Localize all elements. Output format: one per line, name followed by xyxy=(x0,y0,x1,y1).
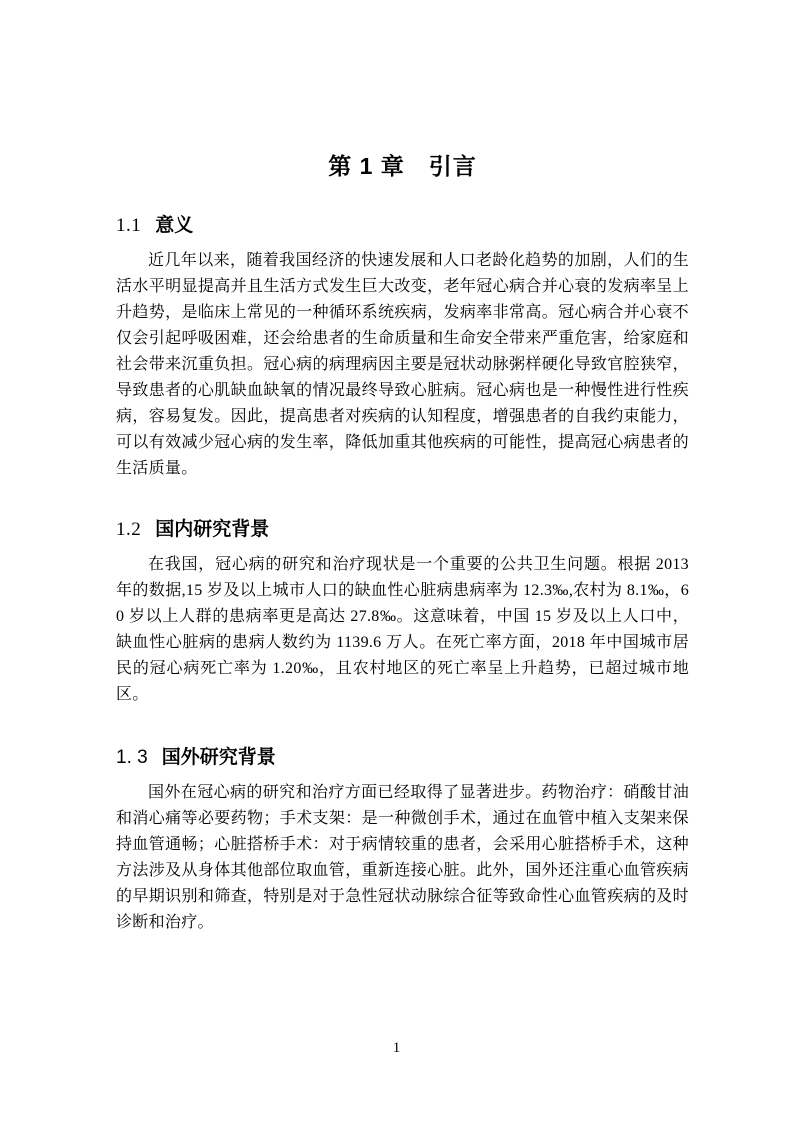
section-heading-1-1 xyxy=(116,212,689,240)
section-number-1-3: 1. 3 xyxy=(116,747,148,768)
section-title-1-2: 国内研究背景 xyxy=(155,519,270,540)
section-heading-1-2 xyxy=(116,516,689,544)
section-foreign-background xyxy=(116,744,689,936)
page-number: 1 xyxy=(392,1040,401,1056)
section-paragraph-1-1: 近几年以来，随着我国经济的快速发展和人口老龄化趋势的加剧，人们的生活水平明显提高并且生活方式发生巨大改变，老年冠心病合并心衰的发病率呈上升趋势，是临床上常见的一种循环系统疾病，发病率非常高。冠心病合并心衰不仅会引起呼吸困难，还会给患者的生命质量和生命安全带来严重危害，给家庭和社会带来沉重负担。冠心病的病理病因主要是冠状动脉粥样硬化导致官腔狭窄，导致患者的心肌缺血缺氧的情况最终导致心脏病。冠心病也是一种慢性进行性疾病，容易复发。因此，提高患者对疾病的认知程度，增强患者的自我约束能力，可以有效减少冠心病的发生率，降低加重其他疾病的可能性，提高冠心病患者的生活质量。 xyxy=(116,252,689,477)
page-footer xyxy=(0,1038,793,1058)
section-number-1-1: 1.1 xyxy=(116,215,142,236)
section-heading-1-3 xyxy=(116,744,689,772)
section-domestic-background xyxy=(116,516,689,708)
section-paragraph-1-2: 在我国，冠心病的研究和治疗现状是一个重要的公共卫生问题。根据 2013 年的数据,15 岁及以上城市人口的缺血性心脏病患病率为 12.3‰,农村为 8.1‰，60 岁以上人群的患病率更是高达 27.8‰。这意味着，中国 15 岁及以上人口中，缺血性心脏病的患病人数约为 1139.6 万人。在死亡率方面，2018 年中国城市居民的冠心病死亡率为 1.20‰，且农村地区的死亡率呈上升趋势，已超过城市地区。 xyxy=(116,556,689,703)
section-number-1-2: 1.2 xyxy=(116,519,142,540)
chapter-title: 第 1 章 引言 xyxy=(328,153,477,179)
section-paragraph-1-3: 国外在冠心病的研究和治疗方面已经取得了显著进步。药物治疗：硝酸甘油和消心痛等必要药物；手术支架：是一种微创手术，通过在血管中植入支架来保持血管通畅；心脏搭桥手术：对于病情较重的患者，会采用心脏搭桥手术，这种方法涉及从身体其他部位取血管，重新连接心脏。此外，国外还注重心血管疾病的早期识别和筛查，特别是对于急性冠状动脉综合征等致命性心血管疾病的及时诊断和治疗。 xyxy=(116,784,689,931)
section-title-1-1: 意义 xyxy=(155,215,194,236)
section-title-1-3: 国外研究背景 xyxy=(161,747,276,768)
section-significance xyxy=(116,212,689,482)
